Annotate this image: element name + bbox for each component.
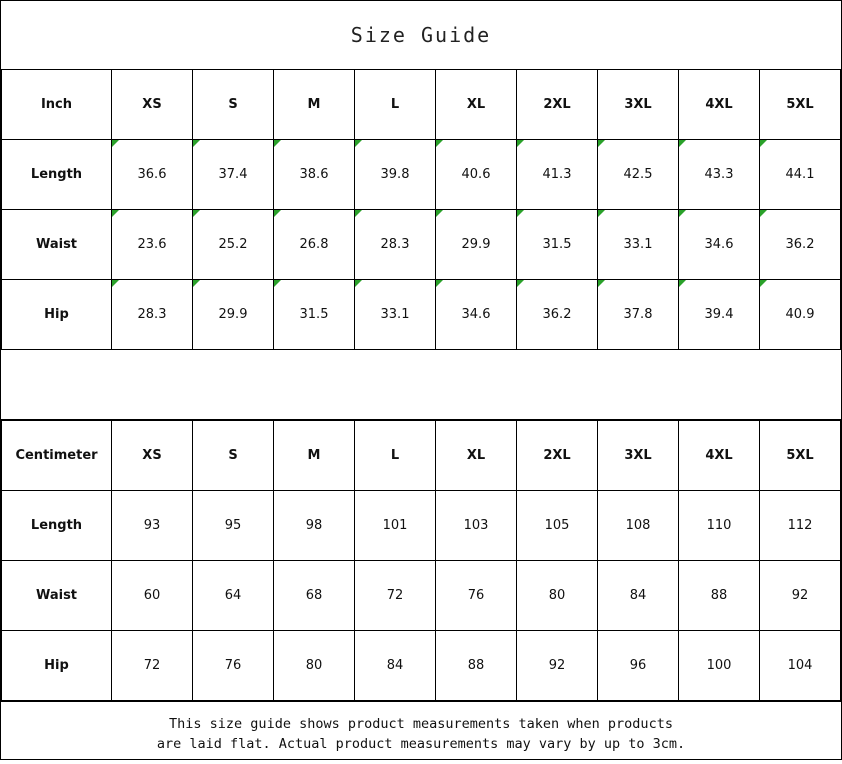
- cell-waist-l: 28.3: [355, 210, 436, 280]
- cell-length-xs: 93: [112, 491, 193, 561]
- size-header-2xl: 2XL: [517, 421, 598, 491]
- cell-waist-3xl: 33.1: [598, 210, 679, 280]
- cell-waist-xl: 29.9: [436, 210, 517, 280]
- footer-note: [1, 701, 841, 764]
- cell-length-m: 38.6: [274, 140, 355, 210]
- table-header-row: [2, 421, 841, 491]
- unit-header: Inch: [2, 70, 112, 140]
- cell-waist-xl: 76: [436, 561, 517, 631]
- table-separator: [1, 349, 841, 420]
- cell-length-2xl: 41.3: [517, 140, 598, 210]
- cell-waist-3xl: 84: [598, 561, 679, 631]
- cell-hip-2xl: 36.2: [517, 280, 598, 350]
- size-header-xs: XS: [112, 70, 193, 140]
- cell-waist-4xl: 34.6: [679, 210, 760, 280]
- row-label-hip: Hip: [2, 280, 112, 350]
- table-row: [2, 140, 841, 210]
- cell-hip-l: 84: [355, 631, 436, 701]
- size-header-xl: XL: [436, 421, 517, 491]
- cell-waist-xs: 60: [112, 561, 193, 631]
- cell-waist-xs: 23.6: [112, 210, 193, 280]
- table-row: [2, 491, 841, 561]
- size-header-s: S: [193, 70, 274, 140]
- size-header-2xl: 2XL: [517, 70, 598, 140]
- size-header-xl: XL: [436, 70, 517, 140]
- row-label-hip: Hip: [2, 631, 112, 701]
- cell-waist-5xl: 92: [760, 561, 841, 631]
- size-header-l: L: [355, 421, 436, 491]
- size-header-xs: XS: [112, 421, 193, 491]
- cell-hip-5xl: 104: [760, 631, 841, 701]
- cell-waist-m: 68: [274, 561, 355, 631]
- cell-waist-m: 26.8: [274, 210, 355, 280]
- row-label-waist: Waist: [2, 561, 112, 631]
- row-label-length: Length: [2, 140, 112, 210]
- cell-hip-xl: 88: [436, 631, 517, 701]
- cell-length-5xl: 112: [760, 491, 841, 561]
- cell-length-xl: 40.6: [436, 140, 517, 210]
- cell-hip-l: 33.1: [355, 280, 436, 350]
- cell-hip-2xl: 92: [517, 631, 598, 701]
- size-header-l: L: [355, 70, 436, 140]
- cell-length-xl: 103: [436, 491, 517, 561]
- cell-length-3xl: 42.5: [598, 140, 679, 210]
- cell-hip-4xl: 100: [679, 631, 760, 701]
- cell-waist-l: 72: [355, 561, 436, 631]
- table-row: [2, 280, 841, 350]
- cell-length-m: 98: [274, 491, 355, 561]
- cell-length-2xl: 105: [517, 491, 598, 561]
- cell-waist-2xl: 80: [517, 561, 598, 631]
- cell-length-s: 37.4: [193, 140, 274, 210]
- size-header-4xl: 4XL: [679, 421, 760, 491]
- unit-header: Centimeter: [2, 421, 112, 491]
- cell-length-3xl: 108: [598, 491, 679, 561]
- row-label-length: Length: [2, 491, 112, 561]
- size-table-centimeter-body: [2, 421, 841, 701]
- cell-hip-3xl: 37.8: [598, 280, 679, 350]
- cell-length-l: 101: [355, 491, 436, 561]
- footer-line-2: are laid flat. Actual product measurements may vary by up to 3cm.: [156, 736, 686, 752]
- cell-hip-xs: 72: [112, 631, 193, 701]
- table-header-row: [2, 70, 841, 140]
- size-table-centimeter: [1, 420, 841, 701]
- size-header-m: M: [274, 70, 355, 140]
- table-row: [2, 210, 841, 280]
- cell-waist-s: 64: [193, 561, 274, 631]
- cell-length-5xl: 44.1: [760, 140, 841, 210]
- size-table-inch-body: [2, 70, 841, 350]
- table-row: [2, 631, 841, 701]
- cell-hip-xl: 34.6: [436, 280, 517, 350]
- cell-hip-s: 76: [193, 631, 274, 701]
- cell-waist-5xl: 36.2: [760, 210, 841, 280]
- size-header-3xl: 3XL: [598, 421, 679, 491]
- cell-waist-2xl: 31.5: [517, 210, 598, 280]
- footer-line-1: This size guide shows product measurements taken when products: [169, 716, 673, 732]
- cell-waist-4xl: 88: [679, 561, 760, 631]
- cell-length-4xl: 43.3: [679, 140, 760, 210]
- size-header-4xl: 4XL: [679, 70, 760, 140]
- table-row: [2, 561, 841, 631]
- page-title: Size Guide: [350, 23, 492, 47]
- cell-hip-4xl: 39.4: [679, 280, 760, 350]
- cell-hip-s: 29.9: [193, 280, 274, 350]
- cell-hip-m: 80: [274, 631, 355, 701]
- cell-hip-m: 31.5: [274, 280, 355, 350]
- size-header-s: S: [193, 421, 274, 491]
- cell-length-4xl: 110: [679, 491, 760, 561]
- cell-waist-s: 25.2: [193, 210, 274, 280]
- cell-length-xs: 36.6: [112, 140, 193, 210]
- size-header-3xl: 3XL: [598, 70, 679, 140]
- size-table-inch: [1, 69, 841, 350]
- size-header-5xl: 5XL: [760, 421, 841, 491]
- row-label-waist: Waist: [2, 210, 112, 280]
- cell-length-s: 95: [193, 491, 274, 561]
- size-header-m: M: [274, 421, 355, 491]
- cell-hip-3xl: 96: [598, 631, 679, 701]
- cell-length-l: 39.8: [355, 140, 436, 210]
- cell-hip-5xl: 40.9: [760, 280, 841, 350]
- size-header-5xl: 5XL: [760, 70, 841, 140]
- cell-hip-xs: 28.3: [112, 280, 193, 350]
